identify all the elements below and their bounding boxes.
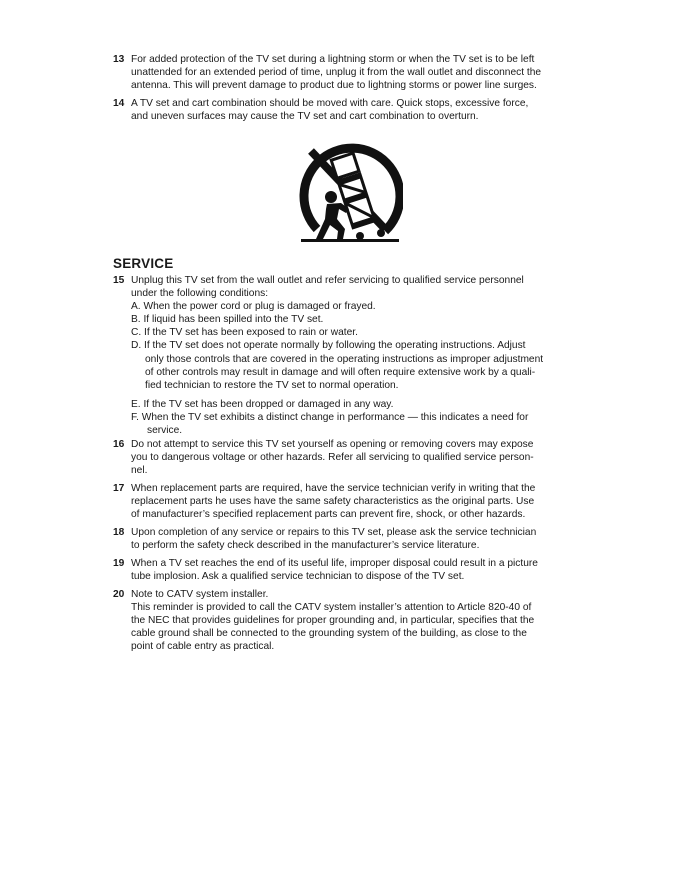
item-text-line: tube implosion. Ask a qualified service technician to dispose of the TV set. (131, 571, 465, 583)
condition-f: F. When the TV set exhibits a distinct change in performance — this indicates a need for (131, 411, 529, 423)
item-text-line: you to dangerous voltage or other hazards. Refer all servicing to qualified service person- (131, 452, 534, 464)
item-text-line: under the following conditions: (131, 288, 269, 300)
item-text-line: antenna. This will prevent damage to product due to lightning storms or power line surges. (131, 80, 537, 92)
item-number: 14 (113, 98, 125, 109)
item-text-line: nel. (131, 465, 148, 477)
item-text-line: cable ground shall be connected to the grounding system of the building, as close to the (131, 628, 527, 640)
service-item-16 (113, 438, 573, 477)
service-item-20 (113, 588, 573, 653)
condition-d-cont: fied technician to restore the TV set to normal operation. (145, 379, 399, 391)
condition-c: C. If the TV set has been exposed to rain or water. (131, 327, 358, 339)
item-text-line: When a TV set reaches the end of its useful life, improper disposal could result in a picture (131, 558, 538, 569)
item-text-line: point of cable entry as practical. (131, 641, 275, 653)
section-heading-service: SERVICE (113, 256, 174, 271)
item-number: 17 (113, 483, 125, 494)
item-text-line: Unplug this TV set from the wall outlet and refer servicing to qualified service personnel (131, 275, 524, 286)
item-number: 16 (113, 439, 125, 450)
item-text-line: For added protection of the TV set during a lightning storm or when the TV set is to be left (131, 54, 535, 65)
condition-b: B. If liquid has been spilled into the TV set. (131, 314, 324, 326)
condition-d-cont: of other controls may result in damage and will often require extensive work by a quali- (145, 366, 536, 378)
item-number: 19 (113, 558, 125, 569)
item-text-line: Upon completion of any service or repairs to this TV set, please ask the service technician (131, 527, 537, 538)
item-number: 13 (113, 54, 125, 65)
item-text-line: the NEC that provides guidelines for proper grounding and, in particular, specifies that the (131, 615, 535, 627)
item-text-line: of manufacturer’s specified replacement parts can prevent fire, shock, or other hazards. (131, 509, 526, 521)
item-text-line: and uneven surfaces may cause the TV set and cart combination to overturn. (131, 111, 479, 123)
item-text-line: This reminder is provided to call the CATV system installer’s attention to Article 820-40 of (131, 602, 532, 614)
condition-e: E. If the TV set has been dropped or damaged in any way. (131, 398, 394, 410)
cart-tip-over-warning-icon (297, 133, 403, 247)
item-text-line: Note to CATV system installer. (131, 589, 269, 600)
item-text-line: unattended for an extended period of time, unplug it from the wall outlet and disconnect the (131, 67, 542, 79)
service-item-17 (113, 482, 573, 521)
item-number: 15 (113, 275, 125, 286)
service-item-15 (113, 274, 573, 437)
item-number: 18 (113, 527, 125, 538)
item-text-line: Do not attempt to service this TV set yourself as opening or removing covers may expose (131, 439, 534, 450)
item-text-line: A TV set and cart combination should be moved with care. Quick stops, excessive force, (131, 98, 529, 109)
service-item-19 (113, 557, 573, 583)
condition-d: D. If the TV set does not operate normally by following the operating instructions. Adjust (131, 340, 526, 352)
condition-a: A. When the power cord or plug is damaged or frayed. (131, 301, 376, 313)
condition-d-cont: only those controls that are covered in the operating instructions as improper adjustment (145, 353, 544, 365)
service-item-18 (113, 526, 573, 552)
item-text-line: When replacement parts are required, have the service technician verify in writing that the (131, 483, 536, 494)
condition-f-cont: service. (147, 425, 183, 437)
item-text-line: replacement parts he uses have the same safety characteristics as the original parts. Use (131, 496, 535, 508)
item-text-line: to perform the safety check described in the manufacturer’s service literature. (131, 540, 480, 552)
safety-item-14 (113, 97, 573, 123)
safety-item-13 (113, 53, 573, 92)
item-number: 20 (113, 589, 125, 600)
